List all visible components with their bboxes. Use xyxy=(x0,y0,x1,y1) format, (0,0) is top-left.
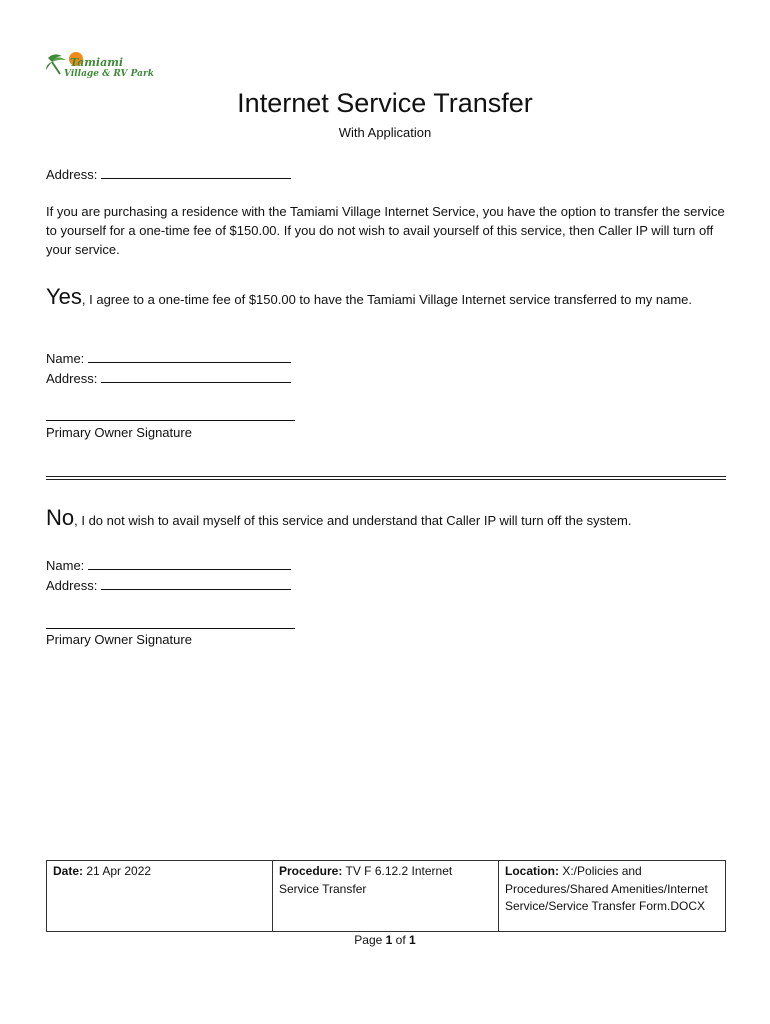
yes-address-label: Address: xyxy=(46,371,98,386)
page-title: Internet Service Transfer xyxy=(237,88,533,118)
yes-statement xyxy=(46,286,726,311)
no-address-row xyxy=(46,576,291,593)
page-prefix: Page xyxy=(354,933,383,947)
yes-name-label: Name: xyxy=(46,351,85,366)
no-address-field[interactable] xyxy=(101,576,291,590)
footer-location-label: Location: xyxy=(505,864,559,878)
page-current: 1 xyxy=(385,933,393,947)
logo-name: Tamiami xyxy=(70,56,124,69)
page-of: of xyxy=(395,933,406,947)
footer-procedure-label: Procedure: xyxy=(279,864,343,878)
yes-text: , I agree to a one-time fee of $150.00 to have the Tamiami Village Internet service transferred to my name. xyxy=(81,292,693,307)
page-total: 1 xyxy=(409,933,416,947)
no-name-label: Name: xyxy=(46,558,85,573)
no-address-label: Address: xyxy=(46,578,98,593)
section-divider-second xyxy=(46,479,726,480)
no-keyword: No xyxy=(46,505,75,530)
logo-subname: Village & RV Park xyxy=(64,69,154,79)
footer-location-cell xyxy=(499,861,726,932)
footer-procedure-value: TV F 6.12.2 Internet Service Transfer xyxy=(279,864,453,896)
section-divider xyxy=(46,476,726,477)
yes-signature-label: Primary Owner Signature xyxy=(46,425,192,440)
page-number xyxy=(0,933,770,947)
yes-signature-line[interactable] xyxy=(46,420,295,421)
yes-name-field[interactable] xyxy=(88,349,291,363)
no-text: , I do not wish to avail myself of this service and understand that Caller IP will turn off the system. xyxy=(74,513,632,528)
no-signature-label: Primary Owner Signature xyxy=(46,632,192,647)
footer-date-cell xyxy=(47,861,273,932)
footer-location-value: X:/Policies and Procedures/Shared Amenities/Internet Service/Service Transfer Form.DOCX xyxy=(505,864,708,913)
yes-address-row xyxy=(46,369,291,386)
no-signature-line[interactable] xyxy=(46,628,295,629)
document-footer-table xyxy=(46,860,726,932)
intro-paragraph: If you are purchasing a residence with the Tamiami Village Internet Service, you have the option to transfer the service to yourself for a one-time fee of $150.00. If you do not wish to avail yourself of this service, then Caller IP will turn off your service. xyxy=(46,204,725,257)
footer-date-value: 21 Apr 2022 xyxy=(86,864,152,878)
page-subtitle: With Application xyxy=(338,125,432,140)
address-label: Address: xyxy=(46,167,98,182)
footer-row xyxy=(47,861,726,932)
footer-procedure-cell xyxy=(273,861,499,932)
yes-address-field[interactable] xyxy=(101,369,291,383)
no-name-row xyxy=(46,556,291,573)
no-name-field[interactable] xyxy=(88,556,291,570)
yes-keyword: Yes xyxy=(46,284,82,309)
yes-name-row xyxy=(46,349,291,366)
footer-date-label: Date: xyxy=(53,864,84,878)
address-row xyxy=(46,165,291,182)
address-field[interactable] xyxy=(101,165,291,179)
palm-tree-icon xyxy=(46,54,66,74)
no-statement xyxy=(46,507,726,532)
